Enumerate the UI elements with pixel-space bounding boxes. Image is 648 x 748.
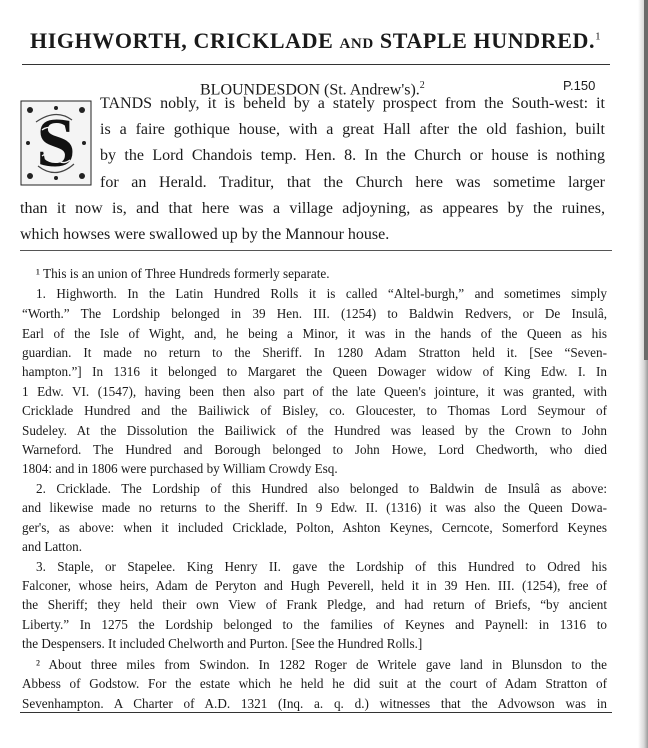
footnote-line: ² About three miles from Swindon. In 1282 Roger de Writele gave land in Blunsdon to the — [36, 657, 607, 672]
footnote-line: Sevenhampton. A Charter of A.D. 1321 (Inq. a. q. d.) witnesses that the Advowson was in — [22, 696, 607, 711]
ornamental-dropcap — [20, 100, 92, 186]
body-line: than it now is, and that here was a village adjoyning, as appeares by the ruines, — [20, 200, 605, 217]
body-line: by the Lord Chandois temp. Hen. 8. In the Church or house is nothing — [100, 147, 605, 164]
footnote-line: and likewise made no returns to the Sheriff. In 9 Edw. II. (1316) it was also the Queen Dowa- — [22, 500, 607, 515]
footnote-line: ger's, as above: when it included Cricklade, Polton, Ashton Keynes, Cerncote, Somerford Keynes — [22, 520, 607, 535]
footnote-line: 2. Cricklade. The Lordship of this Hundred also belonged to Baldwin de Insulâ as above: — [36, 481, 607, 496]
footnote-line: ¹ This is an union of Three Hundreds formerly separate. — [36, 266, 330, 281]
footnote-line: hampton.”] In 1316 it belonged to Margaret the Queen Dowager widow of King Edw. I. In — [22, 364, 607, 379]
body-line: which howses were swallowed up by the Mannour house. — [20, 226, 390, 243]
footnote-line: Warneford. The Hundred and Borough belonged to John Howe, Lord Chedworth, who died — [22, 442, 607, 457]
footnote-line: 3. Staple, or Stapelee. King Henry II. gave the Lordship of this Hundred to Odred his — [36, 559, 607, 574]
footnote-line: Sudeley. At the Dissolution the Bailiwick of the Hundred was leased by the Crown to John — [22, 423, 607, 438]
footnote-line: guardian. It made no return to the Sheriff. In 1280 Adam Stratton held it. [See “Seven- — [22, 345, 607, 360]
page-bottom-rule — [20, 712, 612, 713]
body-line: is a faire gothique house, with a great Hall after the old fashion, built — [100, 121, 605, 138]
dropcap-letter: S — [36, 105, 76, 182]
section-heading-text: BLOUNDESDON (St. Andrew's). — [200, 81, 420, 99]
title-footnote-marker: 1 — [595, 30, 602, 43]
footnote-line: Abbess of Godstow. For the estate which he held he did suit at the court of Adam Stratton of — [22, 676, 607, 691]
footnote-line: Cricklade Hundred and the Bailiwick of Bisley, co. Gloucester, to Thomas Lord Seymour of — [22, 403, 607, 418]
footnote-line: Falconer, whose heirs, Adam de Peryton and Hugh Peverell, held it in 39 Hen. III. (1254), free of — [22, 578, 607, 593]
footnote-line: 1804: and in 1806 were purchased by William Crowdy Esq. — [22, 461, 338, 476]
footnote-line: Liberty.” In 1275 the Lordship belonged to the families of Keynes and Paynell: in 1316 to — [22, 617, 607, 632]
footnote-line: “Worth.” The Lordship belonged in 39 Hen. III. (1254) to Baldwin Redvers, or De Insulâ, — [22, 306, 607, 321]
footnote-rule — [20, 250, 612, 251]
title-part1: HIGHWORTH, CRICKLADE — [30, 28, 334, 53]
footnote-line: and Latton. — [22, 539, 83, 554]
footnote-line: the Sheriff; they held their own View of Frank Pledge, and had return of Briefs, “by ancient — [22, 597, 607, 612]
footnote-line: Earl of the Isle of Wight, and, he being a Minor, it was in the hands of the Queen as his — [22, 326, 607, 341]
title-and: AND — [339, 36, 374, 52]
footnote-line: the Despensers. It included Chelworth and Purton. [See the Hundred Rolls.] — [22, 636, 423, 651]
footnote-line: 1 Edw. VI. (1547), having been then also part of the late Queen's jointure, it was granted, with — [22, 384, 607, 399]
title-part2: STAPLE HUNDRED. — [379, 28, 596, 53]
body-line: TANDS nobly, it is beheld by a stately prospect from the South-west: it — [100, 95, 605, 112]
body-line: for an Herald. Traditur, that the Church here was sometime larger — [100, 174, 605, 191]
heading-footnote-marker: 2 — [419, 80, 425, 91]
page-reference: P.150 — [563, 78, 596, 93]
page-title — [30, 28, 610, 54]
binding-edge — [644, 0, 648, 360]
footnote-line: 1. Highworth. In the Latin Hundred Rolls it is called “Altel-burgh,” and sometimes simply — [36, 286, 607, 301]
title-rule — [22, 64, 610, 65]
